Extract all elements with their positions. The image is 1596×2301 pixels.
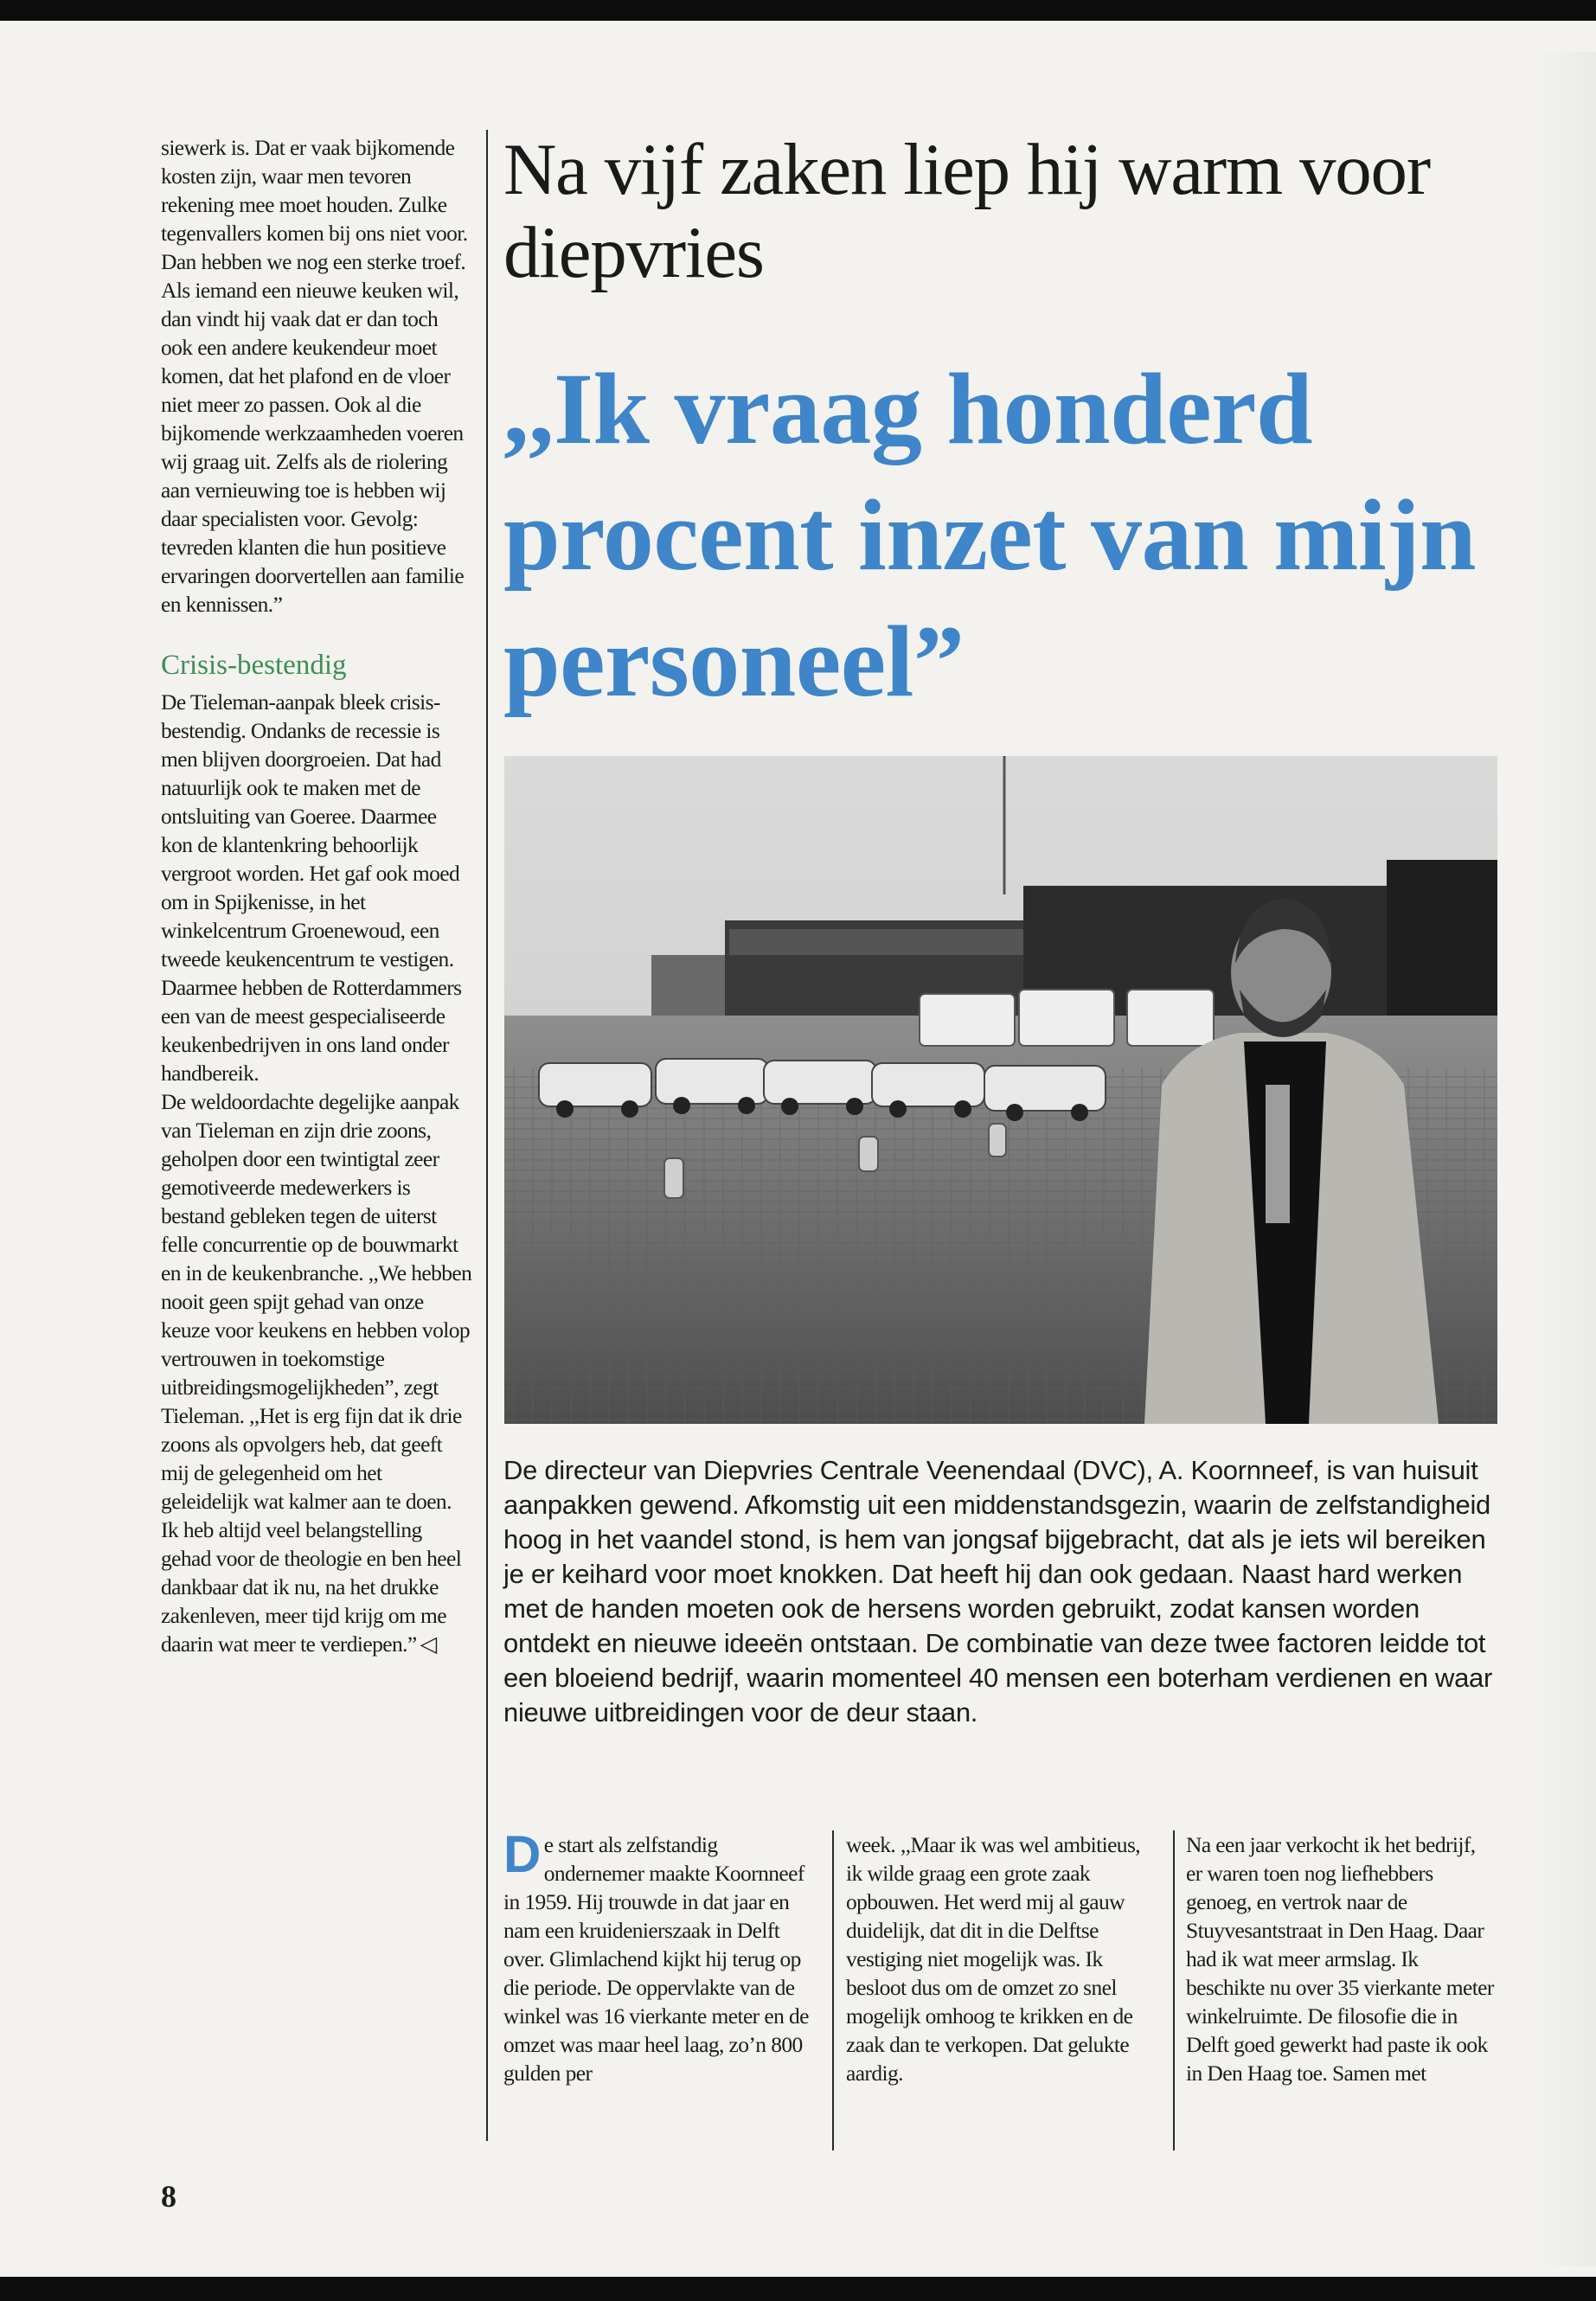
left-paragraph-4 [161,1087,472,1658]
body-column-divider-1 [832,1830,834,2150]
top-border [0,0,1596,21]
bottom-border [0,2277,1596,2301]
body-column-2-text: week. ,,Maar ik was wel ambitieus, ik wilde graag een grote zaak opbouwen. Het werd mij al gauw duidelijk, dat dit in die Delftse vestiging niet mogelijk was. Ik besloot dus om de omzet zo snel mogelijk omhoog te krikken en de zaak dan te verkopen. Dat gelukte aardig. [846,1832,1141,2086]
photo-illustration [504,756,1497,1424]
article-photo [504,756,1497,1424]
article-intro: De directeur van Diepvries Centrale Veenendaal (DVC), A. Koornneef, is van huisuit aanpakken gewend. Afkomstig uit een middenstandsgezin, waarin de zelfstandigheid hoog in het vaandel stond, is hem van jongsaf bijgebracht, dat als je iets wil bereiken je er keihard voor moet knokken. Dat heeft hij dan ook gedaan. Naast hard werken met de handen moeten ook de hersens worden gebruikt, zodat kansen worden ontdekt en nieuwe ideeën ontstaan. De combinatie van deze twee factoren leidde tot een bloeiend bedrijf, waarin momenteel 40 mensen een boterham verdienen en waar nieuwe uitbreidingen voor de deur staan. [503,1455,1492,1727]
page-number: 8 [161,2179,176,2214]
column-divider [486,130,488,2141]
article-headline: ,,Ik vraag honderd procent inzet van mijn personeel” [503,352,1477,718]
body-column-1 [503,1825,811,2087]
left-paragraph-1: siewerk is. Dat er vaak bijkomende kosten zijn, waar men tevoren rekening mee moet houden. Zulke tegenvallers komen bij ons niet voor. [161,135,468,246]
body-column-1-paragraph [503,1825,811,2087]
body-column-3-text: Na een jaar verkocht ik het bedrijf, er waren toen nog liefhebbers genoeg, en vertrok naar de Stuyvesantstraat in Den Haag. Daar had ik wat meer armslag. Ik beschikte nu over 35 vierkante meter winkelruimte. De filosofie die in Delft goed gewerkt had paste ik ook in Den Haag toe. Samen met [1186,1832,1494,2086]
body-column-divider-2 [1173,1830,1175,2150]
body-column-1-text: e start als zelfstandig ondernemer maakte Koornneef in 1959. Hij trouwde in dat jaar en nam een kruidenierszaak in Delft over. Glimlachend kijkt hij terug op die periode. De oppervlakte van de winkel was 16 vierkante meter en de omzet was maar heel laag, zo’n 800 gulden per [503,1832,809,2086]
article-kicker: Na vijf zaken liep hij warm voor diepvries [503,129,1430,293]
dropcap: D [503,1825,541,1883]
left-paragraph-4-text: De weldoordachte degelijke aanpak van Tieleman en zijn drie zoons, geholpen door een twintigtal zeer gemotiveerde medewerkers is bestand gebleken tegen de uiterst felle concurrentie op de bouwmarkt en in de keukenbranche. ,,We hebben nooit geen spijt gehad van onze keuze voor keukens en hebben volop vertrouwen in toekomstige uitbreidingsmogelijkheden”, zegt Tieleman. ,,Het is erg fijn dat ik drie zoons als opvolgers heb, dat geeft mij de gelegenheid om het geleidelijk wat kalmer aan te doen. Ik heb altijd veel belangstelling gehad voor de theologie en ben heel dankbaar dat ik nu, na het drukke zakenleven, meer tijd krijg om me daarin wat meer te verdiepen.” [161,1089,472,1657]
left-column [161,133,472,1658]
subheading-crisis-bestendig: Crisis-bestendig [161,650,347,681]
facing-page-bleed [1538,52,1596,2266]
left-paragraph-2: Dan hebben we nog een sterke troef. Als iemand een nieuwe keuken wil, dan vindt hij vaak dat er dan toch ook een andere keukendeur moet komen, dat het plafond en de vloer niet meer zo passen. Ook al die bijkomende werkzaamheden voeren wij graag uit. Zelfs als de riolering aan vernieuwing toe is hebben wij daar specialisten voor. Gevolg: tevreden klanten die hun positieve ervaringen doorvertellen aan familie en kennissen.” [161,249,466,617]
body-column-2 [846,1830,1154,2087]
body-column-3 [1186,1830,1494,2087]
end-of-article-icon: ◁ [420,1631,437,1657]
left-paragraph-3: De Tieleman-aanpak bleek crisis-bestendig. Ondanks de recessie is men blijven doorgroeien. Dat had natuurlijk ook te maken met de ontsluiting van Goeree. Daarmee kon de klantenkring behoorlijk vergroot worden. Het gaf ook moed om in Spijkenisse, in het winkelcentrum Groenewoud, een tweede keukencentrum te vestigen. Daarmee hebben de Rotterdammers een van de meest gespecialiseerde keukenbedrijven in ons land onder handbereik. [161,689,462,1086]
